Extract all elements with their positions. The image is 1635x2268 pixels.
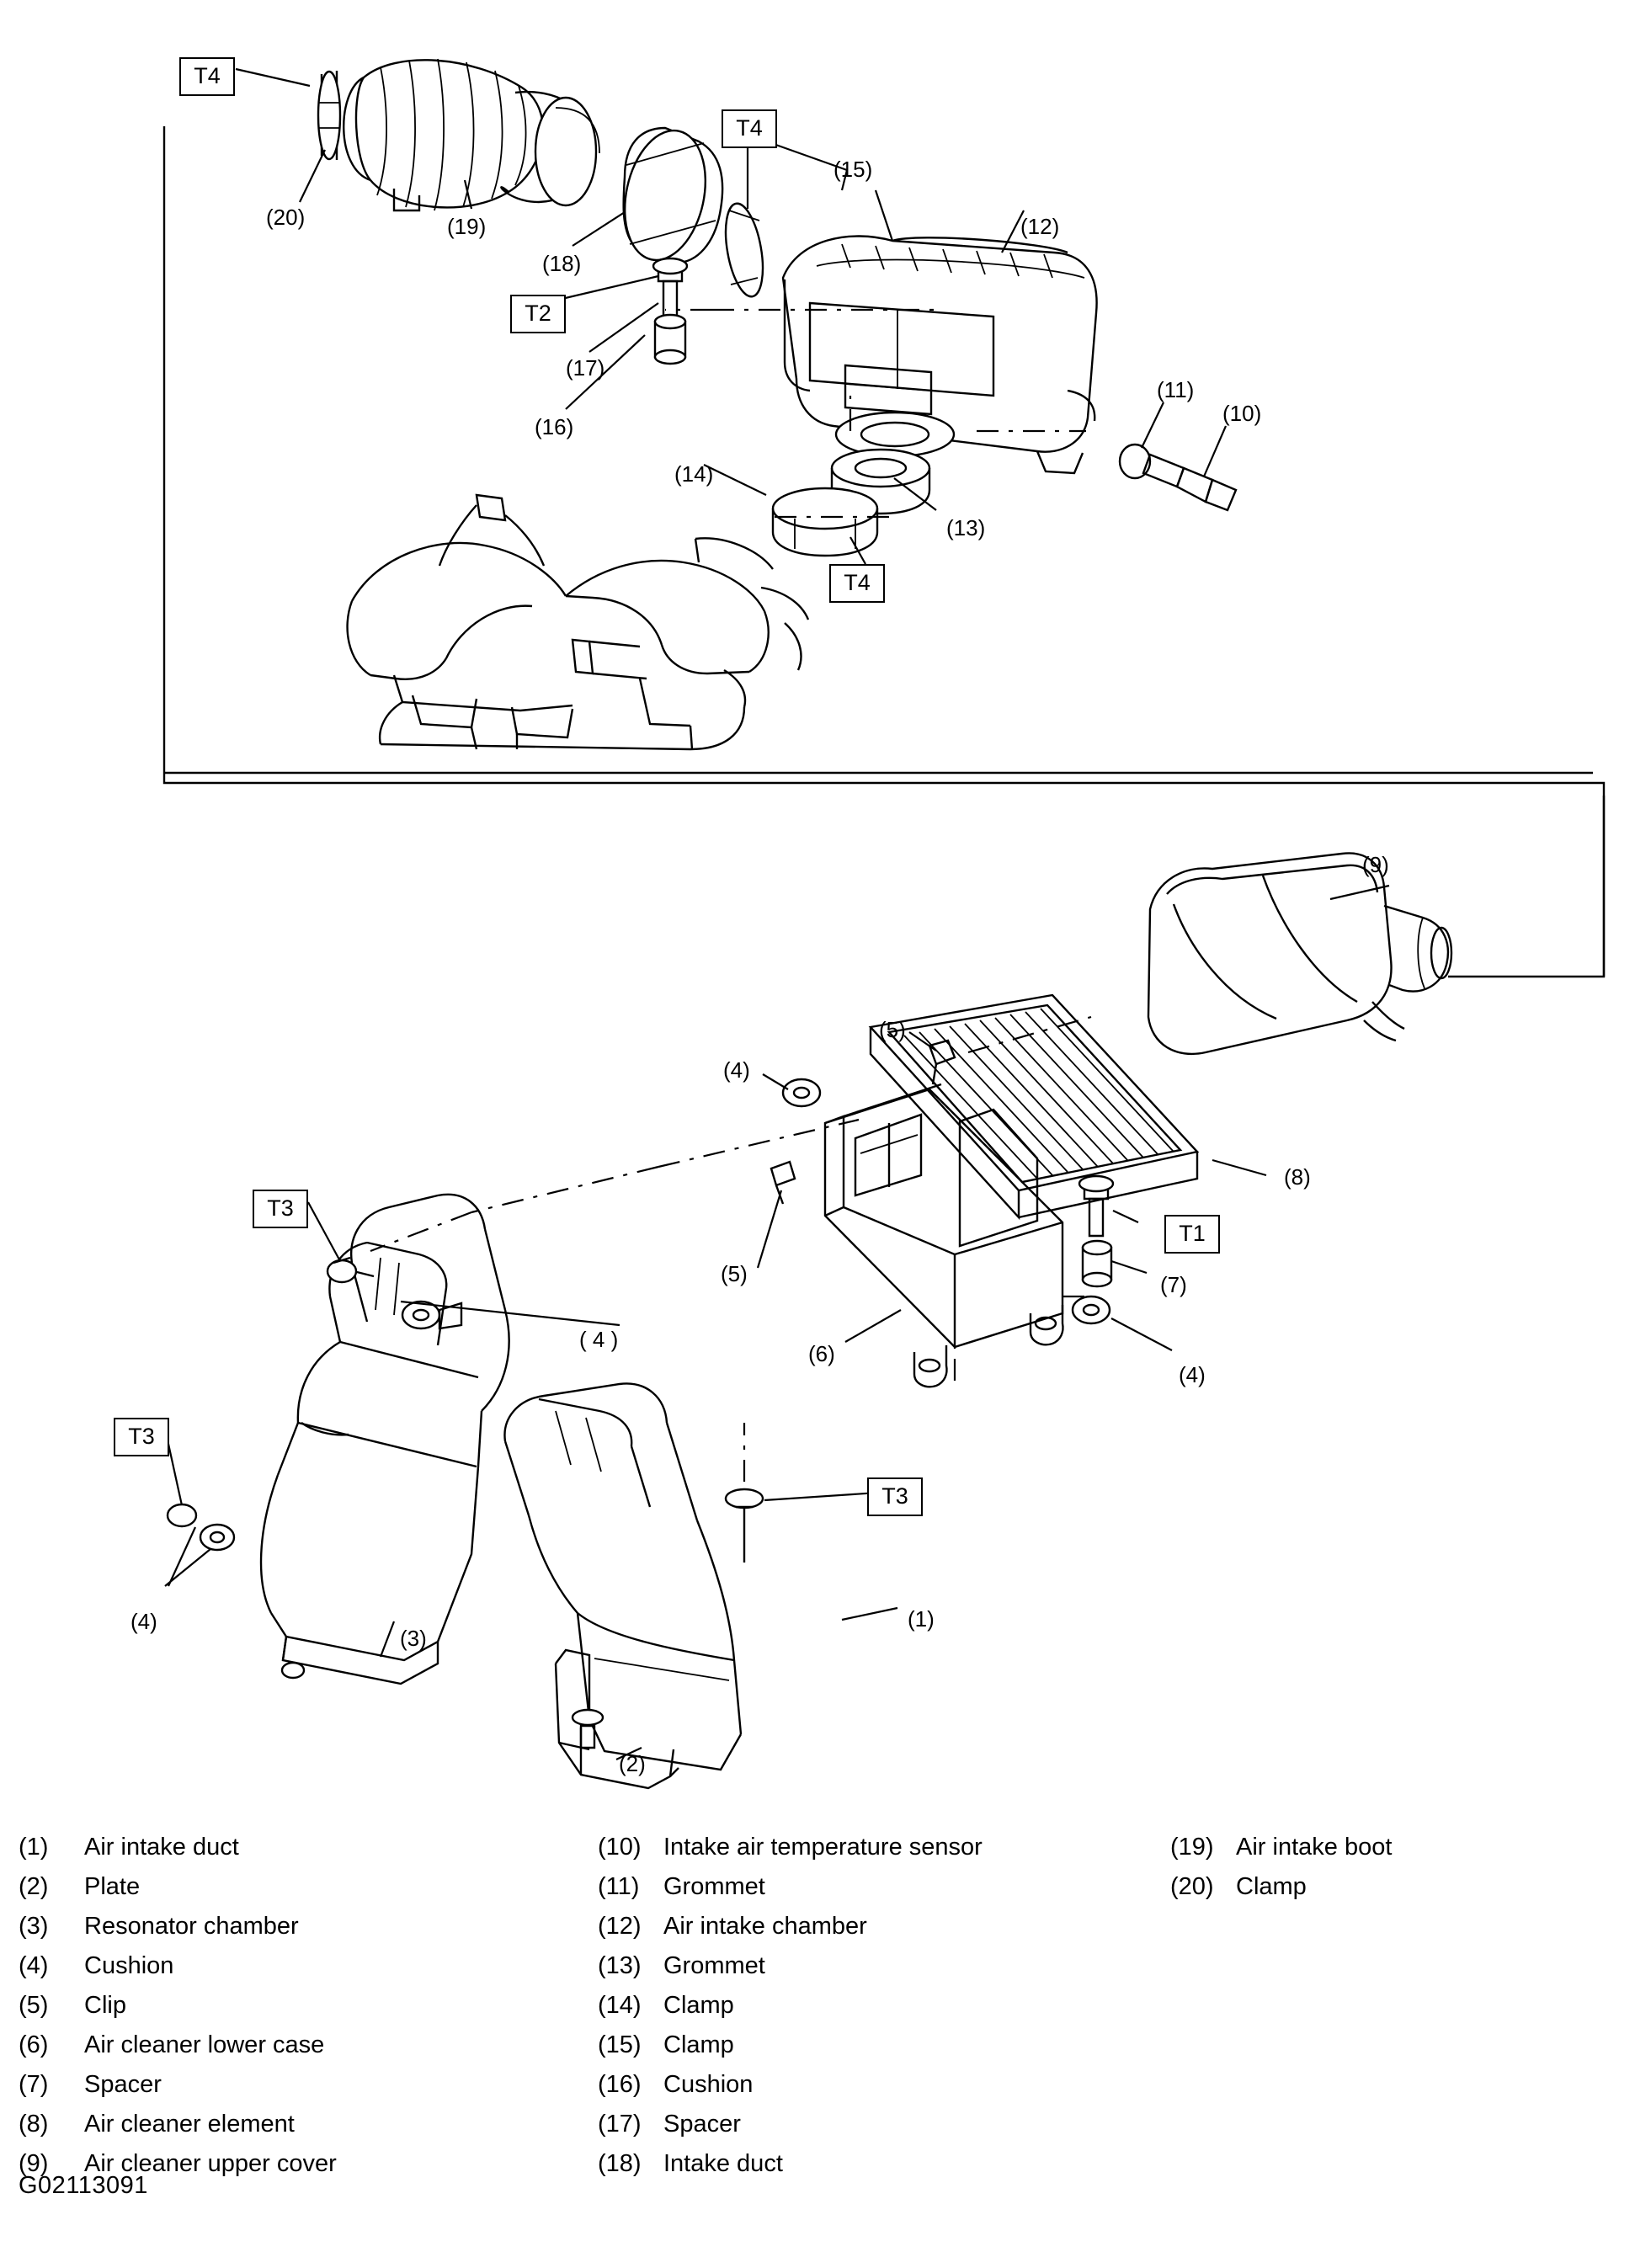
legend-number: (13) [598,1952,642,1979]
callout-12: (12) [1020,214,1060,239]
figure-code: G02113091 [19,2172,148,2199]
legend-label: Grommet [663,1952,765,1979]
legend-item [598,2073,983,2112]
legend-number: (17) [598,2111,642,2138]
legend-number: (1) [19,1834,49,1861]
torque-tag-t3-duct: T3 [867,1477,923,1516]
legend-number: (20) [1170,1873,1214,1900]
legend-column-2 [598,1835,983,2191]
callout-20: (20) [266,205,306,230]
lower-leader-lines [165,886,1389,1760]
legend-number: (9) [19,2150,49,2177]
legend-item [598,1954,983,1994]
legend-label: Air cleaner element [84,2111,295,2138]
callout-5-top: (5) [879,1017,906,1042]
legend-label: Air cleaner upper cover [84,2150,337,2177]
torque-tag-t4-clamp-20: T4 [179,57,235,96]
legend-item [598,1835,983,1875]
callout-14: (14) [674,461,714,487]
callout-18: (18) [542,251,582,276]
callout-13: (13) [946,515,986,540]
torque-tag-t3-resonator-upper: T3 [253,1190,308,1228]
legend-label: Air cleaner lower case [84,2031,325,2058]
legend-number: (11) [598,1873,640,1900]
legend-label: Clamp [663,2031,734,2058]
air-cleaner-assembly [168,853,1451,1788]
legend-number: (2) [19,1873,49,1900]
legend-label: Intake duct [663,2150,783,2177]
legend-label: Spacer [663,2111,741,2138]
legend-number: (14) [598,1992,642,2019]
callout-4-mid: ( 4 ) [579,1327,619,1352]
legend-item [1170,1875,1392,1914]
legend-item [598,1914,983,1954]
legend-number: (18) [598,2150,642,2177]
legend-number: (7) [19,2071,49,2098]
legend-item [19,1914,337,1954]
callout-9: (9) [1362,852,1389,877]
air-intake-boot-assembly [318,59,1236,749]
legend-item [19,1994,337,2033]
callout-19: (19) [447,214,487,239]
legend-number: (4) [19,1952,49,1979]
callout-2: (2) [619,1751,646,1776]
legend-item [19,1954,337,1994]
legend-item [19,2073,337,2112]
legend-number: (10) [598,1834,642,1861]
torque-tag-t2-spacer-17: T2 [510,295,566,333]
torque-tag-t4-clamp-14: T4 [829,564,885,603]
legend-label: Air intake chamber [663,1913,867,1940]
legend-item [598,2033,983,2073]
legend-label: Air intake boot [1236,1834,1393,1861]
callout-8: (8) [1284,1164,1311,1190]
torque-tag-t3-resonator-lower: T3 [114,1418,169,1456]
callout-17: (17) [566,355,605,381]
callout-4-left: (4) [130,1609,157,1634]
callout-15: (15) [833,157,873,182]
legend-label: Spacer [84,2071,162,2098]
legend-label: Clamp [1236,1873,1307,1900]
legend-item [598,2112,983,2152]
callout-10: (10) [1222,401,1262,426]
callout-1: (1) [908,1606,935,1632]
legend-item [1170,1835,1392,1875]
torque-tag-t4-clamp-15: T4 [722,109,777,148]
legend-label: Grommet [663,1873,765,1900]
legend-number: (3) [19,1913,49,1940]
legend-item [19,1835,337,1875]
legend-item [19,2033,337,2073]
lower-centerlines [370,1017,1094,1482]
legend-label: Clamp [663,1992,734,2019]
callout-11: (11) [1157,377,1195,402]
legend-label: Clip [84,1992,126,2019]
legend-item [598,1875,983,1914]
legend-label: Cushion [84,1952,174,1979]
legend-item [19,1875,337,1914]
legend-item [19,2112,337,2152]
legend-label: Intake air temperature sensor [663,1834,983,1861]
callout-5-left: (5) [721,1261,748,1286]
frame-lines [164,126,1604,977]
legend-item [598,2152,983,2191]
legend-number: (5) [19,1992,49,2019]
callout-6: (6) [808,1341,835,1366]
legend-label: Resonator chamber [84,1913,299,1940]
legend-column-3 [1170,1835,1392,1914]
legend-label: Air intake duct [84,1834,239,1861]
callout-3: (3) [400,1626,427,1651]
callout-4-right: (4) [1179,1362,1206,1387]
legend-column-1 [19,1835,337,2191]
torque-tag-t1-lower-case: T1 [1164,1215,1220,1254]
legend-label: Plate [84,1873,141,1900]
legend-number: (6) [19,2031,49,2058]
legend-number: (15) [598,2031,642,2058]
legend-number: (12) [598,1913,642,1940]
callout-7: (7) [1160,1272,1187,1297]
legend-number: (16) [598,2071,642,2098]
callout-4-top: (4) [723,1057,750,1083]
legend-number: (8) [19,2111,49,2138]
legend-number: (19) [1170,1834,1214,1861]
legend-label: Cushion [663,2071,754,2098]
callout-16: (16) [535,414,574,439]
legend-item [598,1994,983,2033]
